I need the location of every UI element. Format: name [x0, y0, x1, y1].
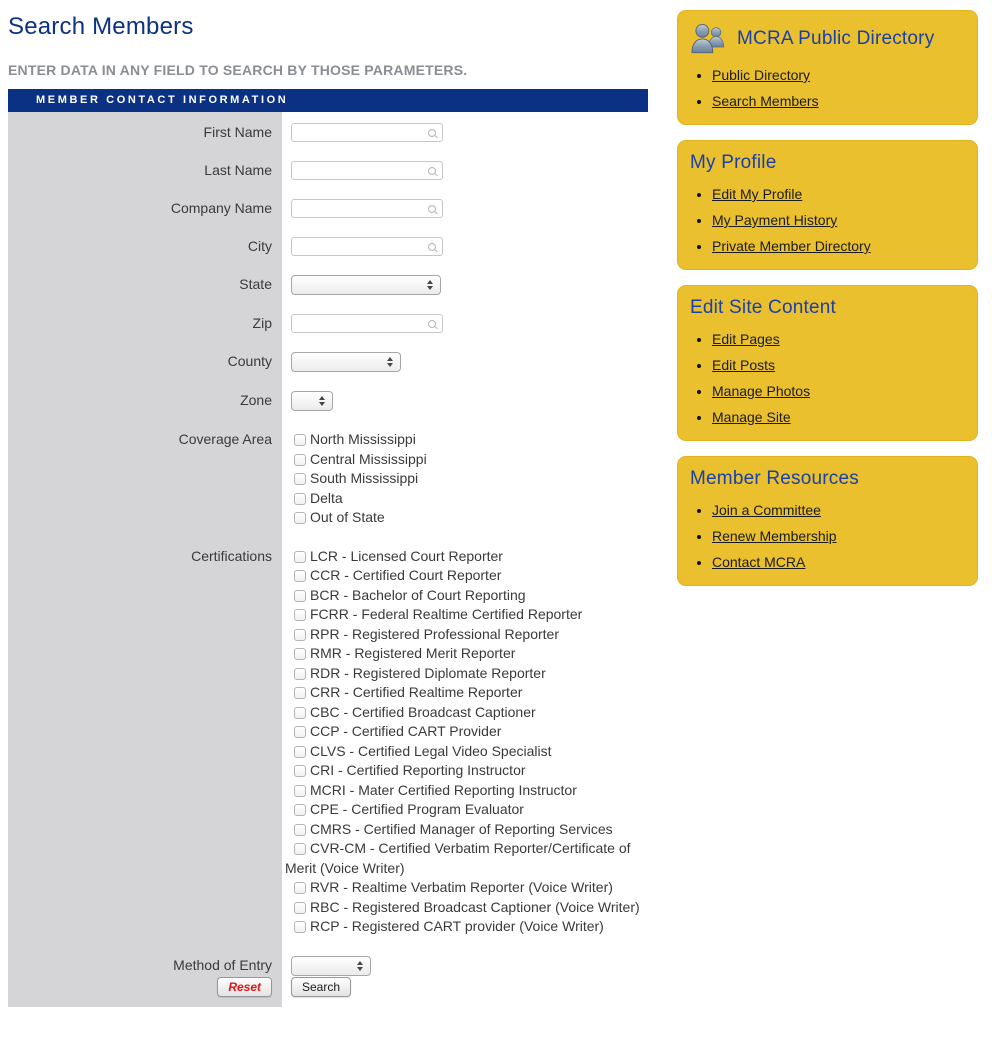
form-buttons-row: [8, 977, 648, 997]
main-content: [8, 0, 648, 1007]
search-icon: [428, 205, 436, 213]
sidebar-link-edit-posts[interactable]: Edit Posts: [712, 357, 776, 373]
form-row-company-name: [8, 199, 648, 218]
zone-select[interactable]: [291, 391, 333, 411]
list-item: [712, 502, 965, 518]
north-checkbox[interactable]: [294, 434, 306, 446]
zip-textbox[interactable]: [296, 316, 428, 331]
search-button-cell: [282, 977, 648, 997]
search-icon: [428, 129, 436, 137]
page-title: Search Members: [8, 13, 194, 40]
checkbox-option-south[interactable]: South Mississippi: [285, 469, 648, 489]
field-method-of-entry: [282, 956, 648, 976]
sidebar-box-title-row: [690, 22, 965, 55]
cri-checkbox[interactable]: [294, 765, 306, 777]
sidebar-link-private-member-directory[interactable]: Private Member Directory: [712, 238, 871, 254]
checkbox-option-fcrr[interactable]: FCRR - Federal Realtime Certified Reporter: [285, 605, 648, 625]
sidebar-link-list: [690, 502, 965, 570]
sidebar-link-renew-membership[interactable]: Renew Membership: [712, 528, 837, 544]
sidebar-box-edit-site-content: [677, 285, 978, 441]
state-select[interactable]: [291, 275, 441, 295]
county-select[interactable]: [291, 352, 401, 372]
city-input[interactable]: [291, 237, 443, 256]
checkbox-option-cbc[interactable]: CBC - Certified Broadcast Captioner: [285, 703, 648, 723]
rbc-checkbox[interactable]: [294, 902, 306, 914]
sidebar-link-search-members[interactable]: Search Members: [712, 93, 819, 109]
sidebar-box-mcra-public-directory: [677, 10, 978, 125]
field-label-zone: Zone: [240, 392, 272, 408]
rmr-checkbox[interactable]: [294, 648, 306, 660]
checkbox-option-ccr[interactable]: CCR - Certified Court Reporter: [285, 566, 648, 586]
sidebar-box-title-row: [690, 468, 965, 490]
sidebar-link-list: [690, 186, 965, 254]
sidebar-box-title-row: [690, 297, 965, 319]
form-row-zip: [8, 314, 648, 333]
list-item: [712, 409, 965, 425]
last-name-textbox[interactable]: [296, 163, 428, 178]
cvr-cm-checkbox[interactable]: [294, 843, 306, 855]
list-item: [712, 93, 965, 109]
sidebar-box-title-row: [690, 152, 965, 174]
checkbox-option-cpe[interactable]: CPE - Certified Program Evaluator: [285, 800, 648, 820]
checkbox-option-ccp[interactable]: CCP - Certified CART Provider: [285, 722, 648, 742]
sidebar-link-edit-pages[interactable]: Edit Pages: [712, 331, 780, 347]
reset-button-cell: [8, 977, 282, 997]
checkbox-option-lcr[interactable]: LCR - Licensed Court Reporter: [285, 547, 648, 567]
field-zone: [282, 391, 648, 411]
south-checkbox[interactable]: [294, 473, 306, 485]
select-stepper-icon: [387, 357, 393, 367]
cpe-checkbox[interactable]: [294, 804, 306, 816]
field-state: [282, 275, 648, 295]
field-zip: [282, 314, 648, 333]
delta-checkbox[interactable]: [294, 493, 306, 505]
sidebar-link-contact-mcra[interactable]: Contact MCRA: [712, 554, 806, 570]
rcp-checkbox[interactable]: [294, 921, 306, 933]
field-label-first-name: First Name: [203, 124, 272, 140]
checkbox-option-cvr-cm[interactable]: CVR-CM - Certified Verbatim Reporter/Certificate of Merit (Voice Writer): [285, 840, 631, 876]
sidebar-link-my-payment-history[interactable]: My Payment History: [712, 212, 838, 228]
form-row-coverage-area: [8, 430, 648, 528]
list-item: [712, 554, 965, 570]
company-name-input[interactable]: [291, 199, 443, 218]
search-icon: [428, 167, 436, 175]
reset-button[interactable]: Reset: [217, 977, 272, 997]
checkbox-option-rbc[interactable]: RBC - Registered Broadcast Captioner (Voice Writer): [285, 898, 648, 918]
sidebar-link-manage-photos[interactable]: Manage Photos: [712, 383, 811, 399]
crr-checkbox[interactable]: [294, 687, 306, 699]
list-item: [712, 212, 965, 228]
rdr-checkbox[interactable]: [294, 668, 306, 680]
form-row-state: [8, 275, 648, 295]
lcr-checkbox[interactable]: [294, 551, 306, 563]
field-city: [282, 237, 648, 256]
first-name-textbox[interactable]: [296, 125, 428, 140]
checkbox-option-crr[interactable]: CRR - Certified Realtime Reporter: [285, 683, 648, 703]
clvs-checkbox[interactable]: [294, 746, 306, 758]
central-checkbox[interactable]: [294, 454, 306, 466]
checkbox-option-north[interactable]: North Mississippi: [285, 430, 648, 450]
field-county: [282, 352, 648, 372]
search-icon: [428, 243, 436, 251]
sidebar: [677, 0, 978, 601]
rvr-checkbox[interactable]: [294, 882, 306, 894]
checkbox-option-clvs[interactable]: CLVS - Certified Legal Video Specialist: [285, 742, 648, 762]
form-row-city: [8, 237, 648, 256]
ccp-checkbox[interactable]: [294, 726, 306, 738]
form-row-last-name: [8, 161, 648, 180]
checkbox-option-out[interactable]: Out of State: [285, 508, 648, 528]
section-header-member-contact-information: MEMBER CONTACT INFORMATION: [8, 89, 648, 112]
checkbox-option-rmr[interactable]: RMR - Registered Merit Reporter: [285, 644, 648, 664]
field-label-company-name: Company Name: [170, 200, 272, 216]
method-of-entry-select[interactable]: [291, 956, 371, 976]
field-label-last-name: Last Name: [204, 162, 272, 178]
list-item: [712, 383, 965, 399]
select-stepper-icon: [427, 280, 433, 290]
checkbox-option-rvr[interactable]: RVR - Realtime Verbatim Reporter (Voice Writer): [285, 878, 648, 898]
sidebar-link-public-directory[interactable]: Public Directory: [712, 67, 811, 83]
search-icon: [428, 320, 436, 328]
bcr-checkbox[interactable]: [294, 590, 306, 602]
checkbox-option-rpr[interactable]: RPR - Registered Professional Reporter: [285, 625, 648, 645]
list-item: [712, 528, 965, 544]
checkbox-option-rdr[interactable]: RDR - Registered Diplomate Reporter: [285, 664, 648, 684]
fcrr-checkbox[interactable]: [294, 609, 306, 621]
company-name-textbox[interactable]: [296, 201, 428, 216]
first-name-input[interactable]: [291, 123, 443, 142]
form-row-zone: [8, 391, 648, 411]
form-rows: [8, 123, 648, 976]
checkbox-option-cmrs[interactable]: CMRS - Certified Manager of Reporting Services: [285, 820, 648, 840]
checkbox-option-mcri[interactable]: MCRI - Mater Certified Reporting Instructor: [285, 781, 648, 801]
search-button[interactable]: Search: [291, 977, 351, 997]
page-subtitle: ENTER DATA IN ANY FIELD TO SEARCH BY THOSE PARAMETERS.: [8, 62, 468, 78]
city-textbox[interactable]: [296, 239, 428, 254]
field-label-method-of-entry: Method of Entry: [173, 956, 272, 973]
out-checkbox[interactable]: [294, 512, 306, 524]
checkbox-option-delta[interactable]: Delta: [285, 489, 648, 509]
form-row-first-name: [8, 123, 648, 142]
field-label-zip: Zip: [252, 315, 272, 331]
field-last-name: [282, 161, 648, 180]
field-company-name: [282, 199, 648, 218]
form-row-certifications: [8, 547, 648, 937]
list-item: [712, 357, 965, 373]
people-icon: [690, 22, 728, 55]
list-item: [712, 238, 965, 254]
cbc-checkbox[interactable]: [294, 707, 306, 719]
rpr-checkbox[interactable]: [294, 629, 306, 641]
sidebar-box-my-profile: [677, 140, 978, 270]
form-row-county: [8, 352, 648, 372]
mcri-checkbox[interactable]: [294, 785, 306, 797]
field-coverage-area: [282, 430, 648, 528]
sidebar-link-edit-my-profile[interactable]: Edit My Profile: [712, 186, 803, 202]
form-row-method-of-entry: [8, 956, 648, 976]
sidebar-box-title-my-profile: My Profile: [690, 152, 777, 173]
select-stepper-icon: [319, 396, 325, 406]
checkbox-option-cri[interactable]: CRI - Certified Reporting Instructor: [285, 761, 648, 781]
cmrs-checkbox[interactable]: [294, 824, 306, 836]
sidebar-link-join-a-committee[interactable]: Join a Committee: [712, 502, 821, 518]
sidebar-box-title-mcra-public-directory: MCRA Public Directory: [737, 27, 935, 49]
list-item: [712, 186, 965, 202]
ccr-checkbox[interactable]: [294, 570, 306, 582]
zip-input[interactable]: [291, 314, 443, 333]
sidebar-link-list: [690, 331, 965, 425]
field-first-name: [282, 123, 648, 142]
sidebar-box-title-edit-site-content: Edit Site Content: [690, 297, 836, 318]
select-stepper-icon: [357, 961, 363, 971]
sidebar-link-manage-site[interactable]: Manage Site: [712, 409, 791, 425]
field-certifications: [282, 547, 648, 937]
sidebar-box-member-resources: [677, 456, 978, 586]
list-item: [712, 67, 965, 83]
last-name-input[interactable]: [291, 161, 443, 180]
field-label-city: City: [247, 238, 272, 254]
sidebar-box-title-member-resources: Member Resources: [690, 468, 859, 489]
sidebar-link-list: [690, 67, 965, 109]
field-label-state: State: [239, 276, 272, 292]
field-label-county: County: [227, 353, 272, 369]
checkbox-option-central[interactable]: Central Mississippi: [285, 450, 648, 470]
field-label-certifications: Certifications: [191, 547, 272, 564]
checkbox-option-rcp[interactable]: RCP - Registered CART provider (Voice Writer): [285, 917, 648, 937]
search-form: [8, 112, 648, 1007]
field-label-coverage-area: Coverage Area: [178, 431, 272, 447]
list-item: [712, 331, 965, 347]
checkbox-option-bcr[interactable]: BCR - Bachelor of Court Reporting: [285, 586, 648, 606]
